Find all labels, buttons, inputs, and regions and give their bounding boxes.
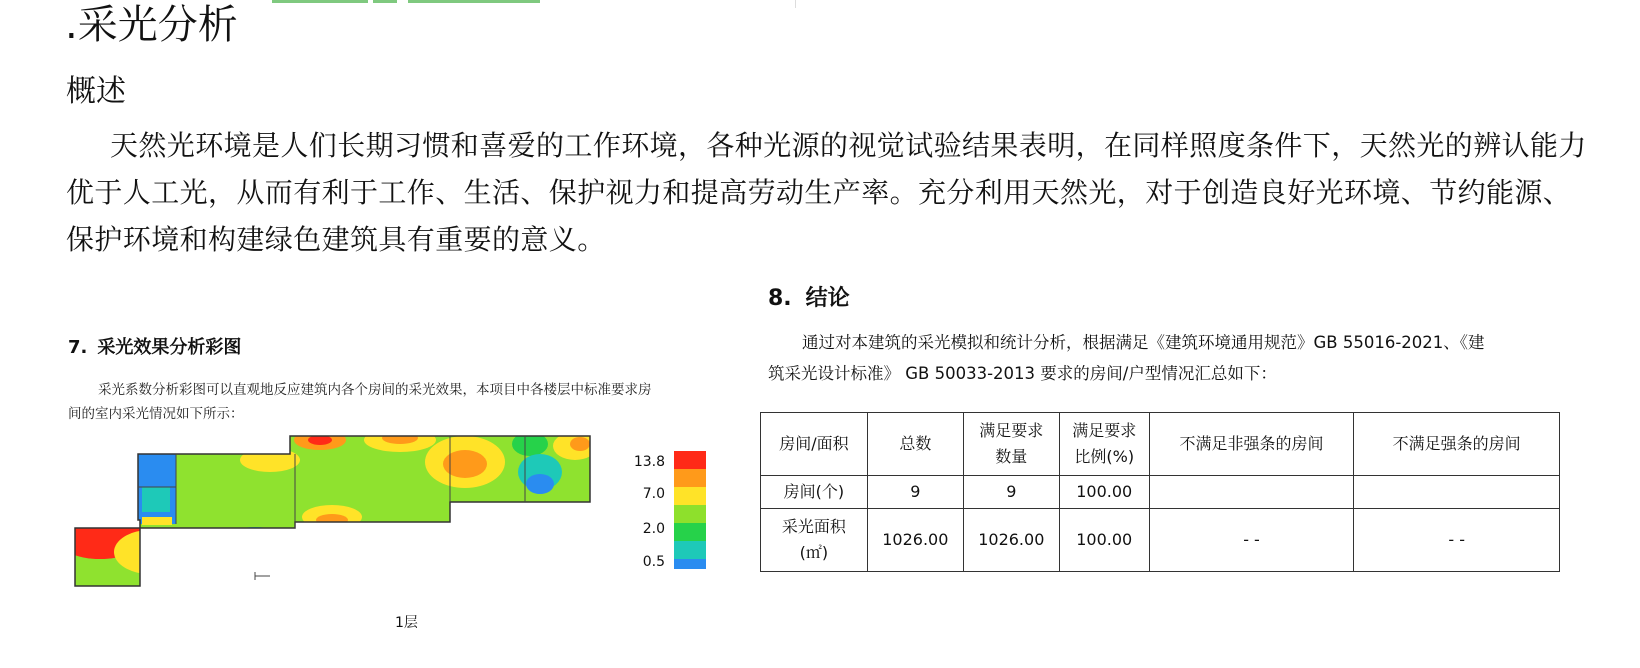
section7-line: 采光系数分析彩图可以直观地反应建筑内各个房间的采光效果，本项目中各楼层中标准要求房 <box>98 382 652 398</box>
section7-title: 采光效果分析彩图 <box>97 337 242 358</box>
table-cell: 1026.00 <box>867 509 963 572</box>
section8-heading <box>768 281 850 312</box>
section7-heading <box>68 333 241 359</box>
table-cell: - - <box>1149 509 1354 572</box>
section8-number: 8. <box>768 286 792 311</box>
floor-label: 1层 <box>395 615 418 631</box>
header-cell: 不满足强条的房间 <box>1354 413 1560 476</box>
colorbar-legend <box>630 448 710 574</box>
legend-swatch <box>674 523 706 541</box>
legend-tick: 7.0 <box>642 486 665 502</box>
conclusion-line: 筑采光设计标准》 GB 50033-2013 要求的房间/户型情况汇总如下： <box>768 364 1277 383</box>
table-cell <box>1149 476 1354 509</box>
table-cell: - - <box>1354 509 1560 572</box>
section7-line: 间的室内采光情况如下所示： <box>68 406 244 422</box>
table-cell: 采光面积 (㎡) <box>761 509 868 572</box>
intro-line: 优于人工光，从而有利于工作、生活、保护视力和提高劳动生产率。充分利用天然光，对于创造良好光环境、节约能源、 <box>66 176 1572 209</box>
intro-line: 保护环境和构建绿色建筑具有重要的意义。 <box>66 223 606 256</box>
page-title: .采光分析 <box>65 2 238 48</box>
header-cell: 房间/面积 <box>761 413 868 476</box>
daylight-floorplan-image <box>70 432 610 592</box>
legend-swatch <box>674 487 706 505</box>
table-cell: 100.00 <box>1059 509 1149 572</box>
intro-paragraph <box>66 122 1640 263</box>
top-divider <box>795 0 796 8</box>
legend-swatch <box>674 559 706 569</box>
legend-swatch <box>674 469 706 487</box>
legend-swatch <box>674 541 706 559</box>
legend-swatch <box>674 505 706 523</box>
legend-tick: 0.5 <box>642 554 665 570</box>
section7-paragraph <box>68 378 758 426</box>
table-row <box>761 509 1560 572</box>
legend-tick: 13.8 <box>633 454 665 470</box>
table-header-row <box>761 413 1560 476</box>
table-cell: 房间(个) <box>761 476 868 509</box>
header-cell: 总数 <box>867 413 963 476</box>
section7-number: 7. <box>68 337 88 358</box>
table-cell: 1026.00 <box>963 509 1059 572</box>
header-cell: 不满足非强条的房间 <box>1149 413 1354 476</box>
header-cell: 满足要求 比例(%) <box>1059 413 1149 476</box>
section8-title: 结论 <box>805 286 850 311</box>
table-cell <box>1354 476 1560 509</box>
table-cell: 100.00 <box>1059 476 1149 509</box>
legend-swatch <box>674 451 706 469</box>
table-row <box>761 476 1560 509</box>
legend-tick: 2.0 <box>642 521 665 537</box>
conclusion-line: 通过对本建筑的采光模拟和统计分析，根据满足《建筑环境通用规范》GB 55016-2021、《建 <box>802 333 1485 352</box>
table-cell: 9 <box>867 476 963 509</box>
conclusion-paragraph <box>768 327 1628 389</box>
table-cell: 9 <box>963 476 1059 509</box>
intro-line: 天然光环境是人们长期习惯和喜爱的工作环境，各种光源的视觉试验结果表明，在同样照度条件下，天然光的辨认能力 <box>110 129 1587 162</box>
summary-table <box>760 412 1560 572</box>
header-cell: 满足要求 数量 <box>963 413 1059 476</box>
section-subtitle: 概述 <box>66 74 126 109</box>
